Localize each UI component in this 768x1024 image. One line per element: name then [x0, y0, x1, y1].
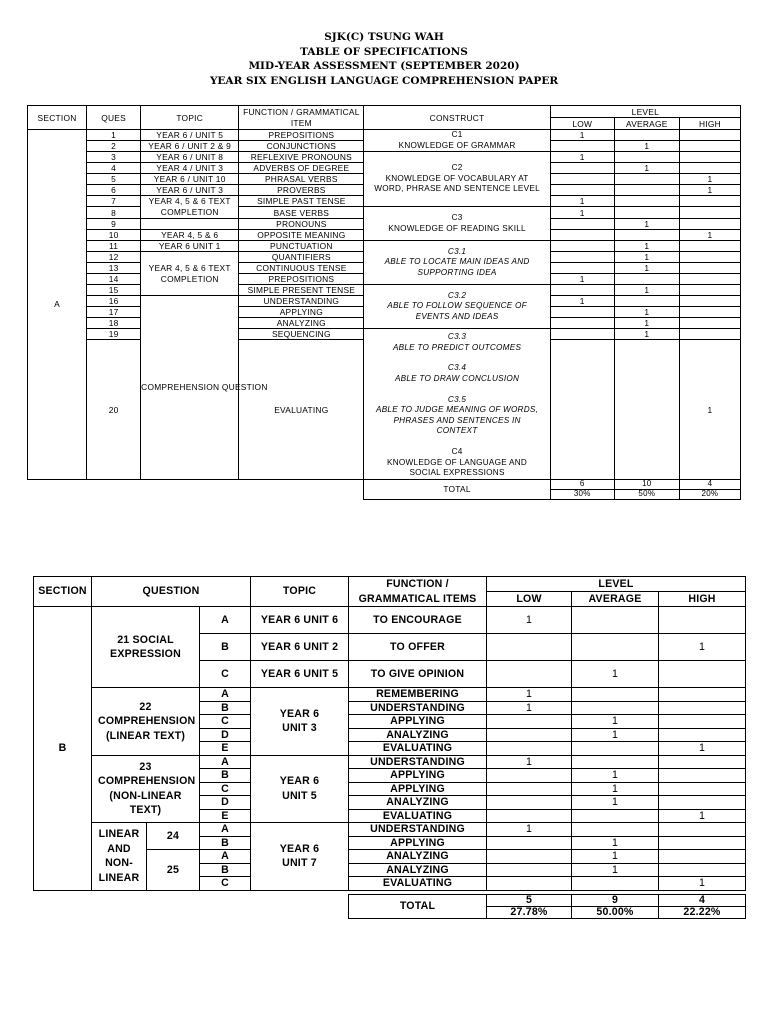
header-ques: QUES: [87, 106, 141, 130]
header-section: SECTION: [28, 106, 87, 130]
level-high: [679, 263, 740, 274]
function-cell: ANALYZING: [239, 318, 364, 329]
level-average: 1: [572, 661, 659, 688]
level-average: 1: [614, 252, 679, 263]
function-cell: EVALUATING: [349, 877, 487, 891]
function-cell: TO ENCOURAGE: [349, 607, 487, 634]
section-b-specification-table: [33, 576, 746, 919]
construct-text: KNOWLEDGE OF LANGUAGE AND SOCIAL EXPRESSIONS: [387, 457, 528, 478]
topic-cell: YEAR 6 / UNIT 10: [141, 174, 239, 185]
level-high: [679, 318, 740, 329]
topic-cell: YEAR 6 UNIT 7: [251, 823, 349, 891]
level-high: [659, 688, 746, 702]
blank: [28, 479, 364, 499]
question-number: 12: [87, 252, 141, 263]
function-cell: UNDERSTANDING: [239, 296, 364, 307]
level-average: [614, 185, 679, 196]
level-high: 1: [659, 809, 746, 823]
question-part: C: [200, 715, 251, 729]
document-title: TABLE OF SPECIFICATIONS: [300, 45, 468, 58]
level-average: [572, 688, 659, 702]
level-high: [659, 607, 746, 634]
function-cell: TO OFFER: [349, 634, 487, 661]
level-average: [614, 340, 679, 479]
level-average: 1: [614, 329, 679, 340]
level-low: 1: [487, 607, 572, 634]
header-function: FUNCTION / GRAMMATICAL ITEM: [239, 106, 364, 130]
question-part: C: [200, 661, 251, 688]
construct-text: ABLE TO PREDICT OUTCOMES: [392, 342, 522, 352]
question-group-linear: LINEAR AND NON-LINEAR: [92, 823, 147, 891]
level-average: [614, 196, 679, 207]
level-low: [550, 252, 614, 263]
level-average: 1: [572, 782, 659, 796]
level-high: [659, 823, 746, 837]
question-number: 7: [87, 196, 141, 207]
level-average: [614, 207, 679, 219]
total-average: 10: [614, 479, 679, 489]
construct-code: C3.1: [447, 246, 467, 256]
paper-name: YEAR SIX ENGLISH LANGUAGE COMPREHENSION PAPER: [209, 74, 559, 87]
question-number: 11: [87, 241, 141, 252]
level-average: [572, 634, 659, 661]
construct-c3-1: [364, 241, 550, 285]
level-low: [550, 241, 614, 252]
level-low: [550, 163, 614, 174]
question-group-21: 21 SOCIAL EXPRESSION: [92, 607, 200, 688]
construct-text: ABLE TO DRAW CONCLUSION: [394, 373, 520, 383]
question-part: E: [200, 742, 251, 756]
construct-code: C3.3: [447, 332, 467, 342]
level-average: 1: [614, 141, 679, 152]
question-number: 10: [87, 230, 141, 241]
topic-cell: YEAR 6 UNIT 5: [251, 755, 349, 823]
level-high: 1: [679, 185, 740, 196]
topic-cell: YEAR 6 / UNIT 8: [141, 152, 239, 163]
level-low: [487, 728, 572, 742]
construct-code: C3.2: [447, 290, 467, 300]
level-high: [659, 661, 746, 688]
topic-cell: YEAR 4, 5 & 6 TEXT COMPLETION: [141, 196, 239, 219]
level-average: [572, 742, 659, 756]
level-low: [550, 340, 614, 479]
level-low: [550, 285, 614, 296]
total-high: 4: [659, 894, 746, 906]
level-average: [614, 296, 679, 307]
level-average: 1: [572, 850, 659, 864]
level-high: [659, 796, 746, 810]
level-high: 1: [659, 634, 746, 661]
question-part: A: [200, 823, 251, 837]
section-label: B: [34, 607, 92, 891]
level-low: 1: [550, 196, 614, 207]
header-level: LEVEL: [550, 106, 740, 118]
total-high-percent: 20%: [679, 489, 740, 499]
level-high: [659, 755, 746, 769]
level-average: [572, 607, 659, 634]
construct-text: KNOWLEDGE OF VOCABULARY AT WORD, PHRASE AND SENTENCE LEVEL: [374, 173, 540, 194]
level-high: [659, 728, 746, 742]
question-number: 15: [87, 285, 141, 296]
function-cell: PROVERBS: [239, 185, 364, 196]
level-average: 1: [614, 219, 679, 230]
construct-c3-3-to-c4: [364, 329, 550, 480]
level-high: 1: [659, 742, 746, 756]
question-part: C: [200, 782, 251, 796]
level-average: 1: [572, 796, 659, 810]
level-high: 1: [679, 230, 740, 241]
level-low: [550, 307, 614, 318]
function-cell: QUANTIFIERS: [239, 252, 364, 263]
level-average: 1: [614, 163, 679, 174]
level-high: [659, 715, 746, 729]
level-low: [487, 877, 572, 891]
question-number: 14: [87, 274, 141, 285]
function-cell: BASE VERBS: [239, 207, 364, 219]
level-high: [679, 307, 740, 318]
function-cell: REMEMBERING: [349, 688, 487, 702]
school-name: SJK(C) TSUNG WAH: [324, 31, 444, 43]
question-group-24: 24: [147, 823, 200, 850]
header-low: LOW: [487, 592, 572, 607]
question-group-23: 23 COMPREHENSION (NON-LINEAR TEXT): [92, 755, 200, 823]
total-average: 9: [572, 894, 659, 906]
construct-text: ABLE TO FOLLOW SEQUENCE OF EVENTS AND IDEAS: [387, 301, 527, 321]
question-number: 4: [87, 163, 141, 174]
topic-cell: YEAR 4, 5 & 6: [141, 230, 239, 241]
topic-cell: YEAR 6 / UNIT 5: [141, 130, 239, 141]
question-number: 20: [87, 340, 141, 479]
construct-code: C3.5: [447, 394, 467, 404]
header-function: FUNCTION / GRAMMATICAL ITEMS: [349, 577, 487, 607]
construct-c1: [364, 130, 550, 152]
question-part: B: [200, 863, 251, 877]
question-part: B: [200, 836, 251, 850]
question-number: 6: [87, 185, 141, 196]
function-cell: PHRASAL VERBS: [239, 174, 364, 185]
construct-text: KNOWLEDGE OF GRAMMAR: [398, 140, 516, 150]
level-low: [487, 836, 572, 850]
level-low: [550, 230, 614, 241]
level-high: [679, 274, 740, 285]
level-high: [659, 863, 746, 877]
function-cell: SIMPLE PAST TENSE: [239, 196, 364, 207]
function-cell: ADVERBS OF DEGREE: [239, 163, 364, 174]
level-high: [679, 241, 740, 252]
level-high: [679, 329, 740, 340]
header-level: LEVEL: [487, 577, 746, 592]
level-high: [659, 701, 746, 715]
assessment-name: MID-YEAR ASSESSMENT (SEPTEMBER 2020): [248, 60, 520, 72]
function-cell: CONJUNCTIONS: [239, 141, 364, 152]
question-part: A: [200, 850, 251, 864]
document-header: [0, 30, 768, 88]
function-cell: UNDERSTANDING: [349, 701, 487, 715]
construct-c3: [364, 207, 550, 241]
level-low: 1: [550, 130, 614, 141]
function-cell: UNDERSTANDING: [349, 823, 487, 837]
level-low: 1: [550, 207, 614, 219]
function-cell: EVALUATING: [349, 742, 487, 756]
total-label: TOTAL: [349, 894, 487, 918]
topic-cell: YEAR 4 / UNIT 3: [141, 163, 239, 174]
question-part: B: [200, 769, 251, 783]
function-cell: PREPOSITIONS: [239, 130, 364, 141]
level-low: [550, 185, 614, 196]
construct-text: KNOWLEDGE OF READING SKILL: [388, 223, 526, 233]
topic-cell: COMPREHENSION QUESTION: [141, 296, 239, 480]
question-part: A: [200, 688, 251, 702]
level-average: [572, 823, 659, 837]
level-high: 1: [679, 174, 740, 185]
level-high: [679, 219, 740, 230]
question-number: 1: [87, 130, 141, 141]
level-low: [487, 661, 572, 688]
level-average: [572, 701, 659, 715]
total-high-percent: 22.22%: [659, 906, 746, 918]
question-part: E: [200, 809, 251, 823]
header-construct: CONSTRUCT: [364, 106, 550, 130]
level-average: 1: [614, 285, 679, 296]
level-high: [679, 130, 740, 141]
function-cell: APPLYING: [349, 782, 487, 796]
question-number: 17: [87, 307, 141, 318]
total-low-percent: 27.78%: [487, 906, 572, 918]
level-low: [550, 174, 614, 185]
level-low: 1: [487, 823, 572, 837]
level-high: [659, 836, 746, 850]
total-average-percent: 50.00%: [572, 906, 659, 918]
function-cell: REFLEXIVE PRONOUNS: [239, 152, 364, 163]
level-high: [659, 850, 746, 864]
level-average: 1: [572, 715, 659, 729]
question-number: 3: [87, 152, 141, 163]
level-low: 1: [550, 296, 614, 307]
level-average: [614, 174, 679, 185]
construct-code: C4: [451, 446, 463, 456]
question-part: D: [200, 796, 251, 810]
function-cell: UNDERSTANDING: [349, 755, 487, 769]
header-high: HIGH: [659, 592, 746, 607]
level-average: [572, 809, 659, 823]
construct-code: C3: [451, 213, 463, 223]
topic-blank: [141, 219, 239, 230]
level-average: [614, 130, 679, 141]
question-number: 2: [87, 141, 141, 152]
topic-cell: YEAR 6 UNIT 6: [251, 607, 349, 634]
construct-c3-2: [364, 285, 550, 329]
level-average: 1: [614, 241, 679, 252]
question-group-22: 22 COMPREHENSION (LINEAR TEXT): [92, 688, 200, 756]
header-average: AVERAGE: [614, 118, 679, 130]
function-cell: APPLYING: [349, 769, 487, 783]
level-low: 1: [550, 274, 614, 285]
level-high: 1: [679, 340, 740, 479]
level-low: [487, 769, 572, 783]
level-high: [679, 252, 740, 263]
level-average: 1: [572, 728, 659, 742]
level-average: 1: [614, 318, 679, 329]
construct-code: C2: [451, 163, 463, 173]
question-part: A: [200, 607, 251, 634]
function-cell: ANALYZING: [349, 850, 487, 864]
function-cell: ANALYZING: [349, 728, 487, 742]
question-part: B: [200, 634, 251, 661]
function-cell: APPLYING: [239, 307, 364, 318]
question-number: 8: [87, 207, 141, 219]
function-cell: SIMPLE PRESENT TENSE: [239, 285, 364, 296]
level-low: 1: [550, 152, 614, 163]
question-part: B: [200, 701, 251, 715]
level-average: [614, 152, 679, 163]
level-high: [679, 141, 740, 152]
level-high: [679, 196, 740, 207]
function-cell: PUNCTUATION: [239, 241, 364, 252]
level-average: 1: [614, 307, 679, 318]
total-average-percent: 50%: [614, 489, 679, 499]
topic-cell: YEAR 6 UNIT 3: [251, 688, 349, 756]
topic-cell: YEAR 6 / UNIT 3: [141, 185, 239, 196]
construct-code: C1: [451, 130, 463, 139]
level-low: [487, 782, 572, 796]
level-low: [550, 219, 614, 230]
question-number: 19: [87, 329, 141, 340]
function-cell: TO GIVE OPINION: [349, 661, 487, 688]
level-low: [487, 634, 572, 661]
level-low: 1: [487, 688, 572, 702]
function-cell: ANALYZING: [349, 796, 487, 810]
level-low: [487, 715, 572, 729]
total-low: 6: [550, 479, 614, 489]
level-low: [550, 329, 614, 340]
section-a-specification-table: [27, 105, 741, 500]
construct-text: ABLE TO LOCATE MAIN IDEAS AND SUPPORTING IDEA: [384, 257, 530, 277]
level-low: [550, 263, 614, 274]
function-cell: APPLYING: [349, 715, 487, 729]
level-low: [487, 850, 572, 864]
construct-c2: [364, 152, 550, 207]
question-number: 18: [87, 318, 141, 329]
level-low: [487, 863, 572, 877]
level-average: [614, 274, 679, 285]
total-low-percent: 30%: [550, 489, 614, 499]
header-section: SECTION: [34, 577, 92, 607]
header-low: LOW: [550, 118, 614, 130]
level-high: 1: [659, 877, 746, 891]
level-low: [550, 318, 614, 329]
level-average: 1: [572, 836, 659, 850]
question-number: 16: [87, 296, 141, 307]
level-average: 1: [572, 863, 659, 877]
level-low: [550, 141, 614, 152]
level-average: [614, 230, 679, 241]
level-high: [679, 163, 740, 174]
level-average: [572, 877, 659, 891]
question-number: 9: [87, 219, 141, 230]
function-cell: APPLYING: [349, 836, 487, 850]
function-cell: CONTINUOUS TENSE: [239, 263, 364, 274]
question-part: D: [200, 728, 251, 742]
level-average: [572, 755, 659, 769]
question-group-25: 25: [147, 850, 200, 891]
function-cell: PRONOUNS: [239, 219, 364, 230]
level-high: [679, 152, 740, 163]
header-high: HIGH: [679, 118, 740, 130]
level-low: [487, 809, 572, 823]
function-cell: EVALUATING: [239, 340, 364, 479]
function-cell: OPPOSITE MEANING: [239, 230, 364, 241]
construct-code: C3.4: [447, 363, 467, 373]
level-average: 1: [572, 769, 659, 783]
level-low: 1: [487, 755, 572, 769]
level-high: [659, 769, 746, 783]
level-high: [679, 296, 740, 307]
total-high: 4: [679, 479, 740, 489]
topic-cell: YEAR 4, 5 & 6 TEXT COMPLETION: [141, 252, 239, 296]
level-low: [487, 742, 572, 756]
function-cell: EVALUATING: [349, 809, 487, 823]
total-low: 5: [487, 894, 572, 906]
function-cell: PREPOSITIONS: [239, 274, 364, 285]
function-cell: SEQUENCING: [239, 329, 364, 340]
question-part: A: [200, 755, 251, 769]
level-average: 1: [614, 263, 679, 274]
question-number: 13: [87, 263, 141, 274]
topic-cell: YEAR 6 UNIT 5: [251, 661, 349, 688]
topic-cell: YEAR 6 UNIT 1: [141, 241, 239, 252]
section-label: A: [28, 130, 87, 480]
level-low: 1: [487, 701, 572, 715]
function-cell: ANALYZING: [349, 863, 487, 877]
header-topic: TOPIC: [141, 106, 239, 130]
total-label: TOTAL: [364, 479, 550, 499]
header-average: AVERAGE: [572, 592, 659, 607]
topic-cell: YEAR 6 UNIT 2: [251, 634, 349, 661]
header-topic: TOPIC: [251, 577, 349, 607]
question-number: 5: [87, 174, 141, 185]
construct-text: ABLE TO JUDGE MEANING OF WORDS, PHRASES AND SENTENCES IN CONTEXT: [376, 405, 539, 436]
question-part: C: [200, 877, 251, 891]
level-high: [659, 782, 746, 796]
level-low: [487, 796, 572, 810]
topic-cell: YEAR 6 / UNIT 2 & 9: [141, 141, 239, 152]
blank: [34, 890, 349, 918]
header-question: QUESTION: [92, 577, 251, 607]
level-high: [679, 207, 740, 219]
level-high: [679, 285, 740, 296]
